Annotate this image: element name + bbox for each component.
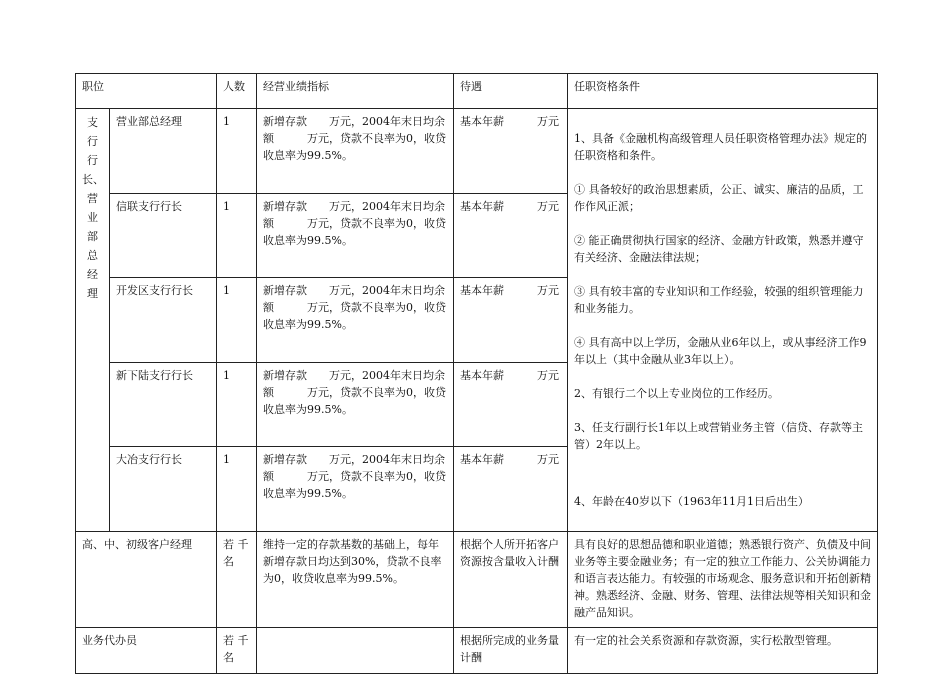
client-manager-performance: 维持一定的存款基数的基础上，每年新增存款日均达到30%，贷款不良率为0，收贷收息率为99.5%。 xyxy=(257,532,454,628)
requirement-item: ③ 具有较丰富的专业知识和工作经验，较强的组织管理能力和业务能力。 xyxy=(574,285,864,315)
agent-count: 若 千 名 xyxy=(217,628,257,674)
branch-label-char: 理 xyxy=(87,287,98,300)
requirement-item: ④ 具有高中以上学历，金融从业6年以上，或从事经济工作9年以上（其中金融从业3年以上）。 xyxy=(574,336,867,366)
branch-treatment: 基本年薪 万元 xyxy=(454,193,568,278)
branch-label-char: 支 xyxy=(87,116,98,129)
branch-count: 1 xyxy=(217,278,257,363)
branch-performance: 新增存款 万元，2004年末日均余额 万元，贷款不良率为0，收贷收息率为99.5%。 xyxy=(257,109,454,194)
header-row xyxy=(76,74,878,109)
branch-title: 开发区支行行长 xyxy=(110,278,217,363)
branch-treatment: 基本年薪 万元 xyxy=(454,109,568,194)
branch-performance: 新增存款 万元，2004年末日均余额 万元，贷款不良率为0，收贷收息率为99.5%。 xyxy=(257,362,454,447)
branch-title: 信联支行行长 xyxy=(110,193,217,278)
client-manager-treatment: 根据个人所开拓客户资源按含量收入计酬 xyxy=(454,532,568,628)
agent-treatment: 根据所完成的业务量计酬 xyxy=(454,628,568,674)
branch-label-char: 营 xyxy=(87,192,98,205)
branch-label-char: 部 xyxy=(87,230,98,243)
branch-performance: 新增存款 万元，2004年末日均余额 万元，贷款不良率为0，收贷收息率为99.5%。 xyxy=(257,278,454,363)
agent-title: 业务代办员 xyxy=(76,628,217,674)
requirement-item: ② 能正确贯彻执行国家的经济、金融方针政策，熟悉并遵守有关经济、金融法律法规； xyxy=(574,234,864,264)
client-manager-requirements: 具有良好的思想品德和职业道德；熟悉银行资产、负债及中间业务等主要金融业务；有一定的独立工作能力、公关协调能力和语言表达能力。有较强的市场观念、服务意识和开拓创新精神。熟悉经济、金融、财务、管理、法律法规等相关知识和金融产品知识。 xyxy=(568,532,878,628)
branch-count: 1 xyxy=(217,362,257,447)
branch-label-char: 行 xyxy=(87,135,98,148)
requirement-item: 1、具备《金融机构高级管理人员任职资格管理办法》规定的任职资格和条件。 xyxy=(574,132,867,162)
client-manager-title: 高、中、初级客户经理 xyxy=(76,532,217,628)
client-manager-row xyxy=(76,532,878,628)
client-manager-count: 若 千 名 xyxy=(217,532,257,628)
agent-row xyxy=(76,628,878,674)
branch-performance: 新增存款 万元，2004年末日均余额 万元，贷款不良率为0，收贷收息率为99.5%。 xyxy=(257,193,454,278)
header-performance: 经营业绩指标 xyxy=(257,74,454,109)
branch-title: 新下陆支行行长 xyxy=(110,362,217,447)
branch-treatment: 基本年薪 万元 xyxy=(454,278,568,363)
branch-row-1 xyxy=(76,109,878,194)
branch-label-char: 经 xyxy=(87,268,98,281)
branch-title: 大冶支行行长 xyxy=(110,447,217,532)
header-treatment: 待遇 xyxy=(454,74,568,109)
branch-performance: 新增存款 万元，2004年末日均余额 万元，贷款不良率为0，收贷收息率为99.5%。 xyxy=(257,447,454,532)
position-table xyxy=(75,73,878,674)
branch-treatment: 基本年薪 万元 xyxy=(454,447,568,532)
header-qualifications: 任职资格条件 xyxy=(568,74,878,109)
requirement-item: 2、有银行二个以上专业岗位的工作经历。 xyxy=(574,387,779,400)
branch-group-label xyxy=(76,109,110,532)
header-position: 职位 xyxy=(76,74,217,109)
branch-count: 1 xyxy=(217,193,257,278)
header-count: 人数 xyxy=(217,74,257,109)
branch-label-char: 长、 xyxy=(82,173,104,186)
agent-performance xyxy=(257,628,454,674)
branch-count: 1 xyxy=(217,447,257,532)
branch-label-char: 行 xyxy=(87,154,98,167)
agent-requirements: 有一定的社会关系资源和存款资源，实行松散型管理。 xyxy=(568,628,878,674)
requirement-item: 3、任支行副行长1年以上或营销业务主管（信贷、存款等主管）2年以上。 xyxy=(574,421,863,451)
branch-label-char: 业 xyxy=(87,211,98,224)
branch-treatment: 基本年薪 万元 xyxy=(454,362,568,447)
branch-count: 1 xyxy=(217,109,257,194)
branch-label-char: 总 xyxy=(87,249,98,262)
branch-title: 营业部总经理 xyxy=(110,109,217,194)
requirement-item: 4、年龄在40岁以下（1963年11月1日后出生） xyxy=(574,495,809,508)
requirement-item: ① 具备较好的政治思想素质，公正、诚实、廉洁的品质，工作作风正派； xyxy=(574,183,864,213)
branch-requirements xyxy=(568,109,878,532)
